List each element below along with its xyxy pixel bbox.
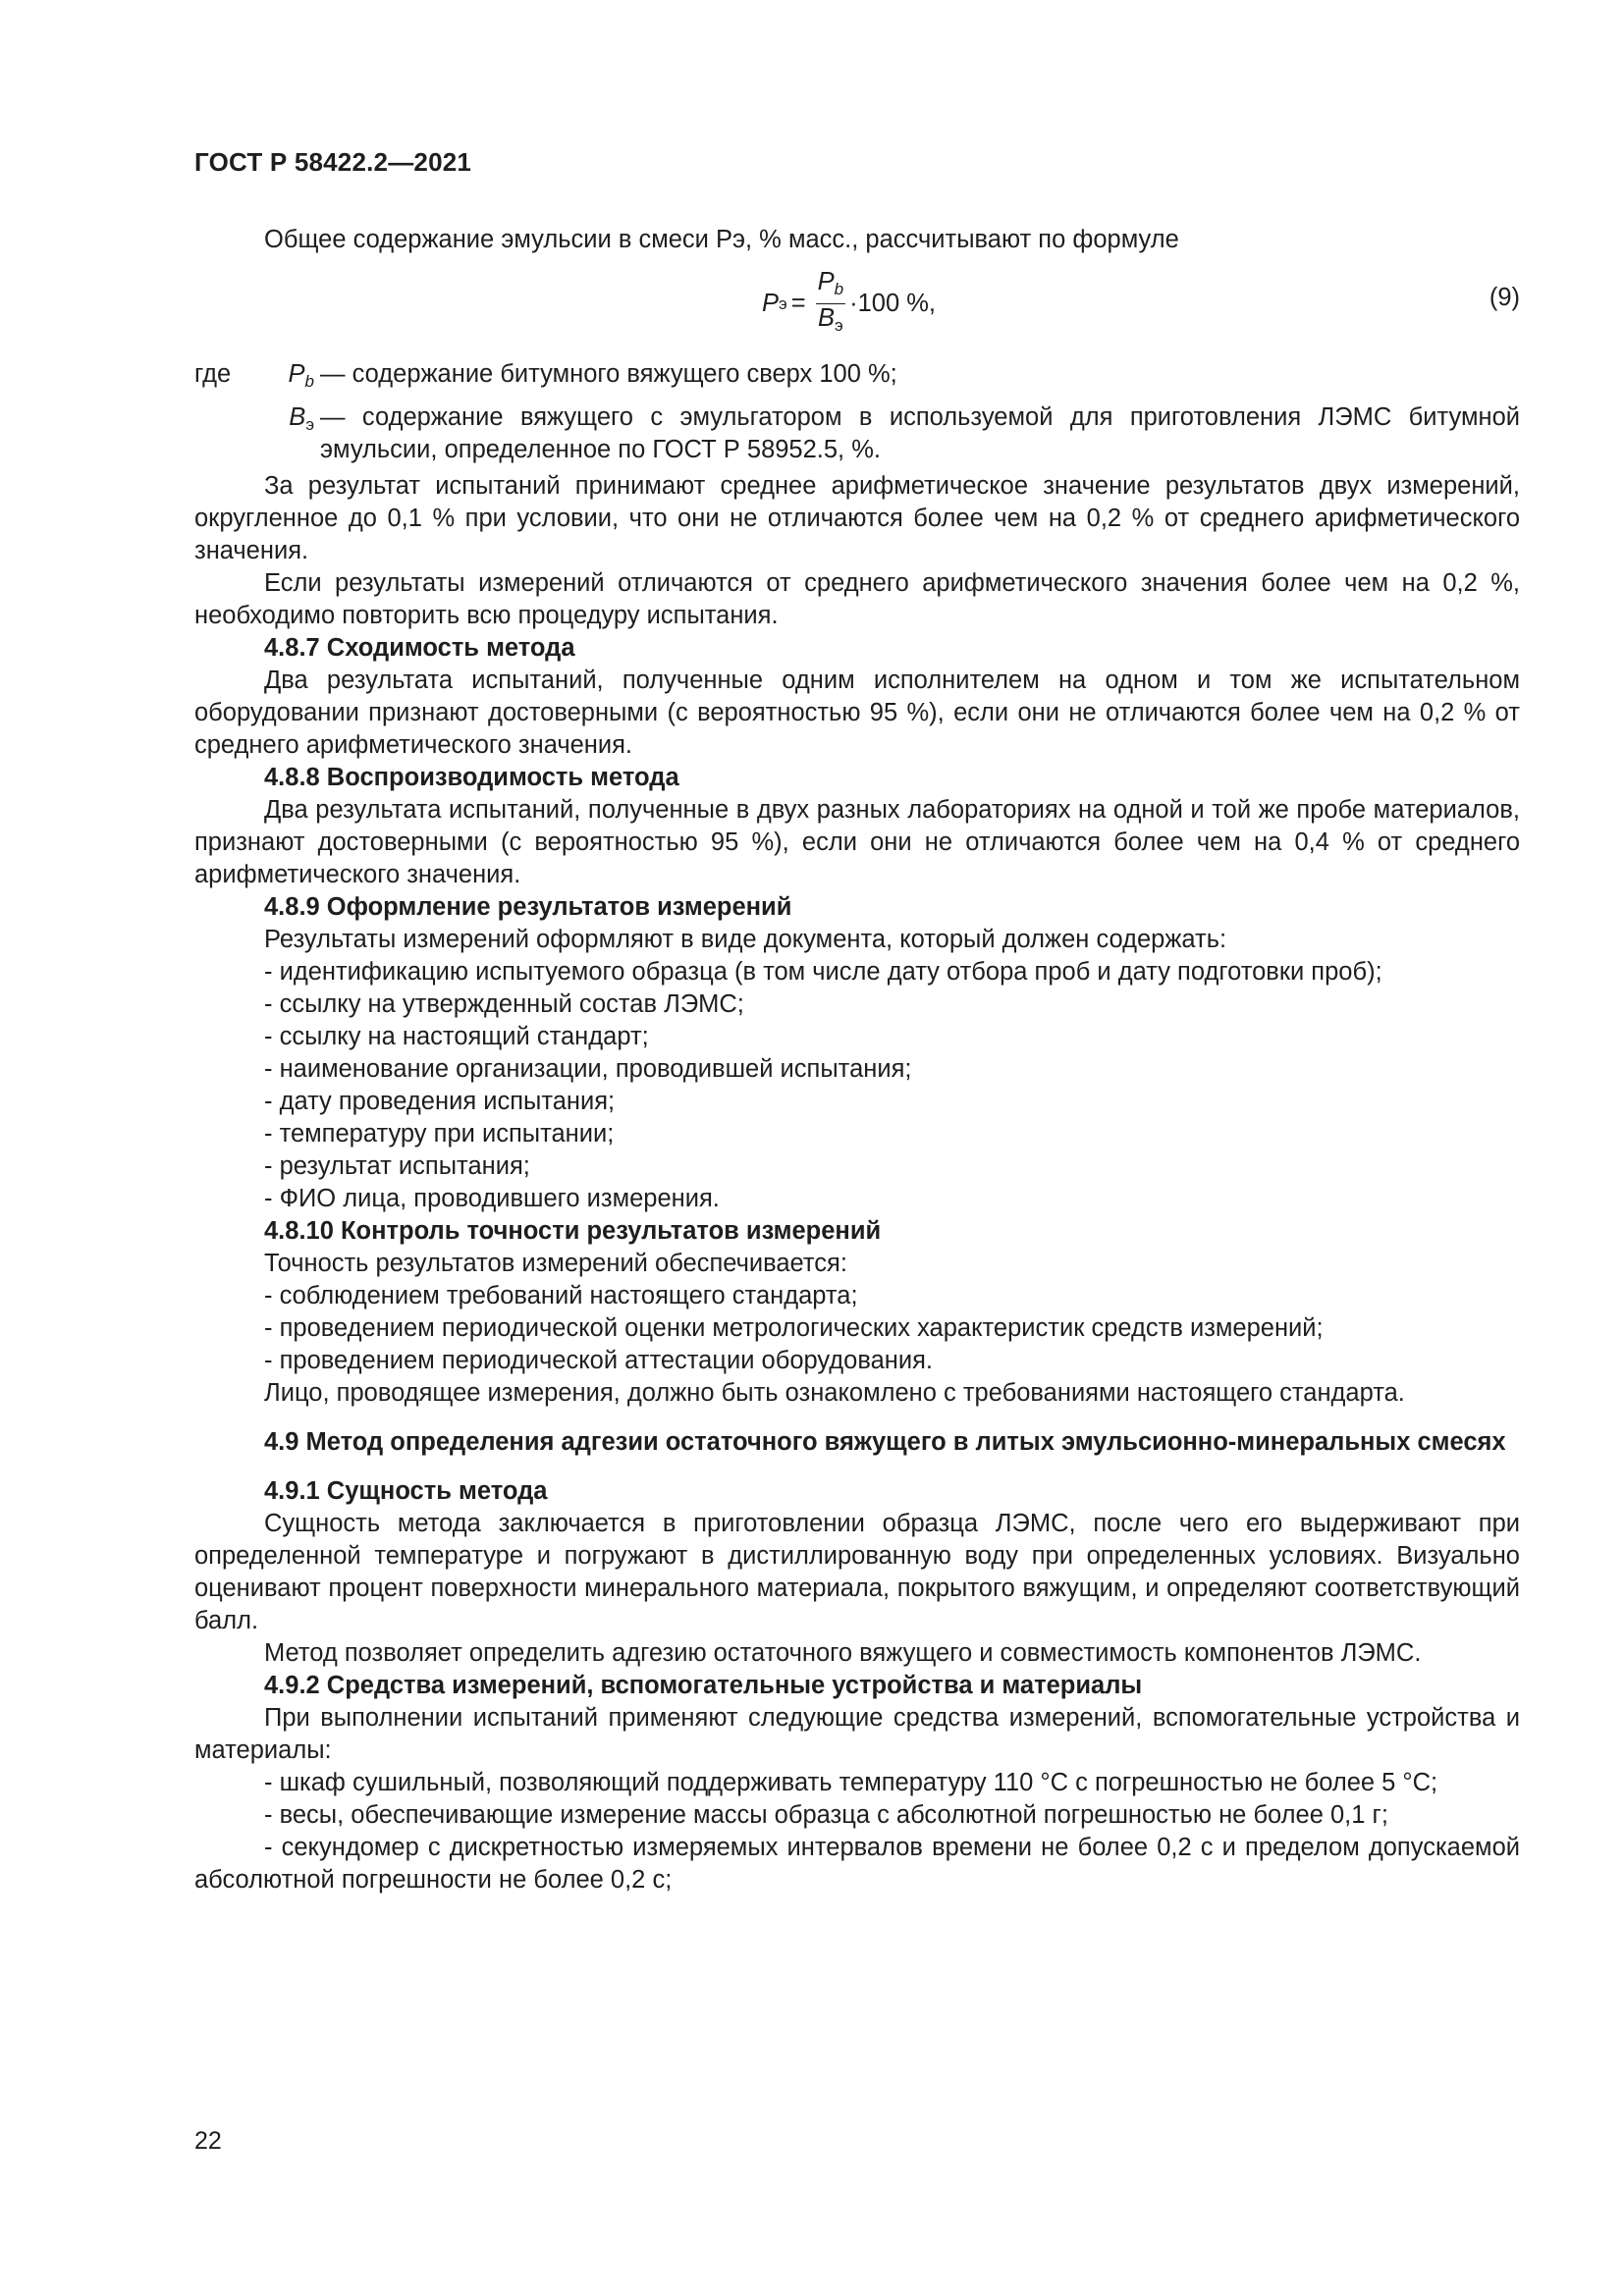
legend-var-sub: э	[305, 415, 314, 434]
legend-desc	[320, 401, 1520, 466]
list-item: - ФИО лица, проводившего измерения.	[264, 1185, 720, 1212]
document-page	[194, 0, 1520, 2296]
formula-den-sub: э	[835, 315, 843, 335]
formula-equals: =	[790, 289, 806, 317]
subsection-heading: 4.8.9 Оформление результатов измерений	[264, 893, 792, 921]
formula-intro	[194, 224, 1520, 256]
formula-lhs: P	[762, 289, 780, 317]
document-header: ГОСТ Р 58422.2—2021	[194, 147, 472, 177]
legend-term	[194, 401, 320, 466]
list-item: - результат испытания;	[264, 1152, 530, 1180]
list-item: - ссылку на утвержденный состав ЛЭМС;	[264, 990, 744, 1018]
subsection-heading: 4.8.7 Сходимость метода	[264, 634, 575, 662]
paragraph: - весы, обеспечивающие измерение массы образца с абсолютной погрешностью не более 0,1 г;	[264, 1801, 1388, 1829]
page-number: 22	[194, 2127, 222, 2155]
legend-text: содержание битумного вяжущего сверх 100 %;	[352, 360, 897, 388]
legend-item	[194, 358, 1520, 398]
formula-intro-text: Общее содержание эмульсии в смеси Pэ, % масс., рассчитывают по формуле	[264, 226, 1179, 253]
paragraph: Два результата испытаний, полученные в двух разных лабораториях на одной и той же пробе материалов, признают достоверными (с вероятностью 95 %), если они не отличаются более чем на 0,4 % от среднего арифметического значения.	[194, 796, 1520, 888]
paragraph: - шкаф сушильный, позволяющий поддерживать температуру 110 °С с погрешностью не более 5 °С;	[264, 1769, 1438, 1796]
paragraph: Результаты измерений оформляют в виде документа, который должен содержать:	[264, 926, 1227, 953]
formula-den-var: B	[818, 303, 836, 332]
legend-text: содержание вяжущего с эмульгатором в используемой для приготовления ЛЭМС битумной эмульсии, определенное по ГОСТ Р 58952.5, %.	[320, 403, 1520, 463]
formula-lhs-sub: э	[779, 294, 787, 313]
paragraph: При выполнении испытаний применяют следующие средства измерений, вспомогательные устройства и материалы:	[194, 1704, 1520, 1764]
formula-tail: ·100 %,	[849, 289, 936, 317]
document-body	[194, 224, 1520, 1896]
list-item: - идентификацию испытуемого образца (в том числе дату отбора проб и дату подготовки проб);	[264, 958, 1382, 986]
legend-prefix: где	[194, 360, 232, 388]
legend-var-sub: b	[304, 372, 314, 391]
formula-fraction	[816, 268, 845, 340]
list-item: - наименование организации, проводившей испытания;	[264, 1055, 912, 1083]
formula-number: (9)	[1489, 284, 1520, 311]
formula-numerator	[816, 268, 845, 304]
paragraph: Метод позволяет определить адгезию остаточного вяжущего и совместимость компонентов ЛЭМС.	[264, 1639, 1422, 1667]
list-item: - ссылку на настоящий стандарт;	[264, 1023, 649, 1050]
formula-legend	[194, 358, 1520, 466]
subsection-heading: 4.9.2 Средства измерений, вспомогательные устройства и материалы	[264, 1672, 1143, 1699]
paragraph: Точность результатов измерений обеспечивается:	[264, 1250, 847, 1277]
paragraph: Если результаты измерений отличаются от среднего арифметического значения более чем на 0,2 %, необходимо повторить всю процедуру испытания.	[194, 569, 1520, 629]
paragraph: Лицо, проводящее измерения, должно быть ознакомлено с требованиями настоящего стандарта.	[264, 1379, 1405, 1407]
paragraph: - секундомер с дискретностью измеряемых интервалов времени не более 0,2 с и пределом допускаемой абсолютной погрешности не более 0,2 с;	[194, 1834, 1520, 1894]
formula-num-sub: b	[834, 279, 844, 298]
subsection-heading: 4.9.1 Сущность метода	[264, 1477, 548, 1505]
formula-denominator	[816, 304, 845, 340]
paragraph: Сущность метода заключается в приготовлении образца ЛЭМС, после чего его выдерживают при определенной температуре и погружают в дистиллированную воду при определенных условиях. Визуально оценивают процент поверхности минерального материала, покрытого вяжущим, и определяют соответствующий балл.	[194, 1510, 1520, 1634]
legend-desc	[320, 358, 1520, 398]
legend-dash: —	[320, 360, 346, 388]
paragraph: За результат испытаний принимают среднее арифметическое значение результатов двух измерений, округленное до 0,1 % при условии, что они не отличаются более чем на 0,2 % от среднего арифметического значения.	[194, 472, 1520, 564]
formula-9	[194, 256, 1520, 352]
formula-num-var: P	[817, 267, 835, 295]
subsection-heading: 4.8.10 Контроль точности результатов измерений	[264, 1217, 882, 1245]
list-item: - дату проведения испытания;	[264, 1088, 616, 1115]
section-heading: 4.9 Метод определения адгезии остаточного вяжущего в литых эмульсионно-минеральных смесях	[264, 1428, 1506, 1456]
legend-var: B	[289, 403, 306, 431]
subsection-heading: 4.8.8 Воспроизводимость метода	[264, 764, 679, 791]
list-item: - проведением периодической аттестации оборудования.	[264, 1347, 934, 1374]
legend-dash: —	[320, 403, 346, 431]
paragraph: Два результата испытаний, полученные одним исполнителем на одном и том же испытательном оборудовании признают достоверными (с вероятностью 95 %), если они не отличаются более чем на 0,2 % от среднего арифметического значения.	[194, 667, 1520, 759]
legend-var: P	[288, 360, 305, 388]
list-item: - температуру при испытании;	[264, 1120, 615, 1148]
list-item: - проведением периодической оценки метрологических характеристик средств измерений;	[264, 1314, 1324, 1342]
formula-expression	[762, 264, 936, 343]
list-item: - соблюдением требований настоящего стандарта;	[264, 1282, 858, 1309]
legend-item	[194, 401, 1520, 466]
